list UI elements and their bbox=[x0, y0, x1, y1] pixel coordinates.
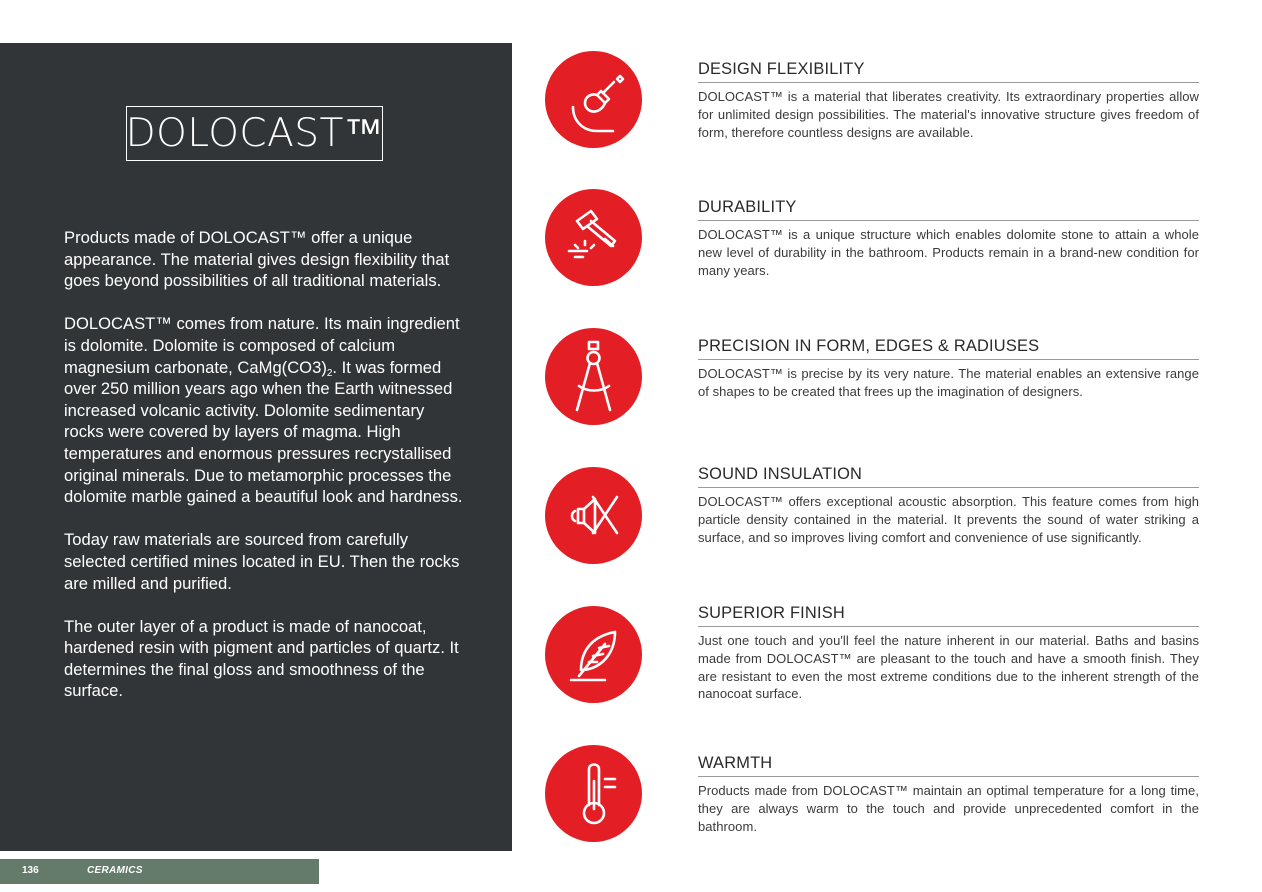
feature-sound-insulation bbox=[698, 465, 1199, 546]
page-number: 136 bbox=[22, 865, 39, 876]
feature-description: DOLOCAST™ is precise by its very nature. The material enables an extensive range of shapes to be created that frees up the imagination of designers. bbox=[698, 366, 1199, 399]
feature-warmth bbox=[698, 754, 1199, 835]
compass-icon bbox=[545, 328, 642, 425]
feature-design-flexibility bbox=[698, 60, 1199, 141]
feature-title: WARMTH bbox=[698, 754, 1199, 777]
brush-icon bbox=[545, 51, 642, 148]
formula-subscript: 2 bbox=[326, 367, 333, 379]
feature-title: PRECISION IN FORM, EDGES & RADIUSES bbox=[698, 337, 1199, 360]
intro-paragraph-3: Today raw materials are sourced from carefully selected certified mines located in EU. Then the rocks are milled and purified. bbox=[64, 530, 460, 593]
feature-durability bbox=[698, 198, 1199, 279]
intro-paragraph-1: Products made of DOLOCAST™ offer a unique appearance. The material gives design flexibility that goes beyond possibilities of all traditional materials. bbox=[64, 228, 450, 291]
intro-paragraph-2-part-1: DOLOCAST™ comes from nature. Its main ingredient is dolomite. Dolomite is composed of calcium magnesium carbonate, CaMg(CO3) bbox=[64, 314, 460, 377]
section-name: CERAMICS bbox=[87, 865, 143, 876]
feather-icon bbox=[545, 606, 642, 703]
intro-paragraph-4: The outer layer of a product is made of nanocoat, hardened resin with pigment and particles of quartz. It determines the final gloss and smoothness of the surface. bbox=[64, 616, 459, 701]
footer-bar bbox=[0, 859, 319, 884]
feature-title: DURABILITY bbox=[698, 198, 1199, 221]
thermometer-icon bbox=[545, 745, 642, 842]
page-title: DOLOCAST™ bbox=[125, 111, 384, 156]
feature-description: DOLOCAST™ is a unique structure which enables dolomite stone to attain a whole new level of durability in the bathroom. Products remain in a brand-new condition for many years. bbox=[698, 227, 1199, 278]
intro-text bbox=[64, 227, 464, 724]
hammer-icon bbox=[545, 189, 642, 286]
feature-description: Just one touch and you'll feel the nature inherent in our material. Baths and basins made from DOLOCAST™ are pleasant to the touch and have a smooth finish. They are resistant to even the most extreme conditions due to the inherent strength of the nanocoat surface. bbox=[698, 633, 1199, 702]
feature-description: DOLOCAST™ is a material that liberates creativity. Its extraordinary properties allow for unlimited design possibilities. The material's innovative structure gives freedom of form, therefore countless designs are available. bbox=[698, 89, 1199, 140]
intro-paragraph-2-part-2: . It was formed over 250 million years ago when the Earth witnessed increased volcanic activity. Dolomite sedimentary rocks were covered by layers of magma. High temperatures and enormous pressures recrystallised original minerals. Due to metamorphic processes the dolomite marble gained a beautiful look and hardness. bbox=[64, 357, 463, 507]
feature-description: DOLOCAST™ offers exceptional acoustic absorption. This feature comes from high particle density contained in the material. It prevents the sound of water striking a surface, and so improves living comfort and convenience of use significantly. bbox=[698, 494, 1199, 545]
feature-description: Products made from DOLOCAST™ maintain an optimal temperature for a long time, they are always warm to the touch and provide unprecedented comfort in the bathroom. bbox=[698, 783, 1199, 834]
feature-precision bbox=[698, 337, 1199, 401]
feature-title: SUPERIOR FINISH bbox=[698, 604, 1199, 627]
title-box bbox=[126, 106, 383, 161]
feature-superior-finish bbox=[698, 604, 1199, 703]
feature-title: DESIGN FLEXIBILITY bbox=[698, 60, 1199, 83]
feature-title: SOUND INSULATION bbox=[698, 465, 1199, 488]
intro-paragraph-2 bbox=[64, 313, 464, 507]
mute-speaker-icon bbox=[545, 467, 642, 564]
